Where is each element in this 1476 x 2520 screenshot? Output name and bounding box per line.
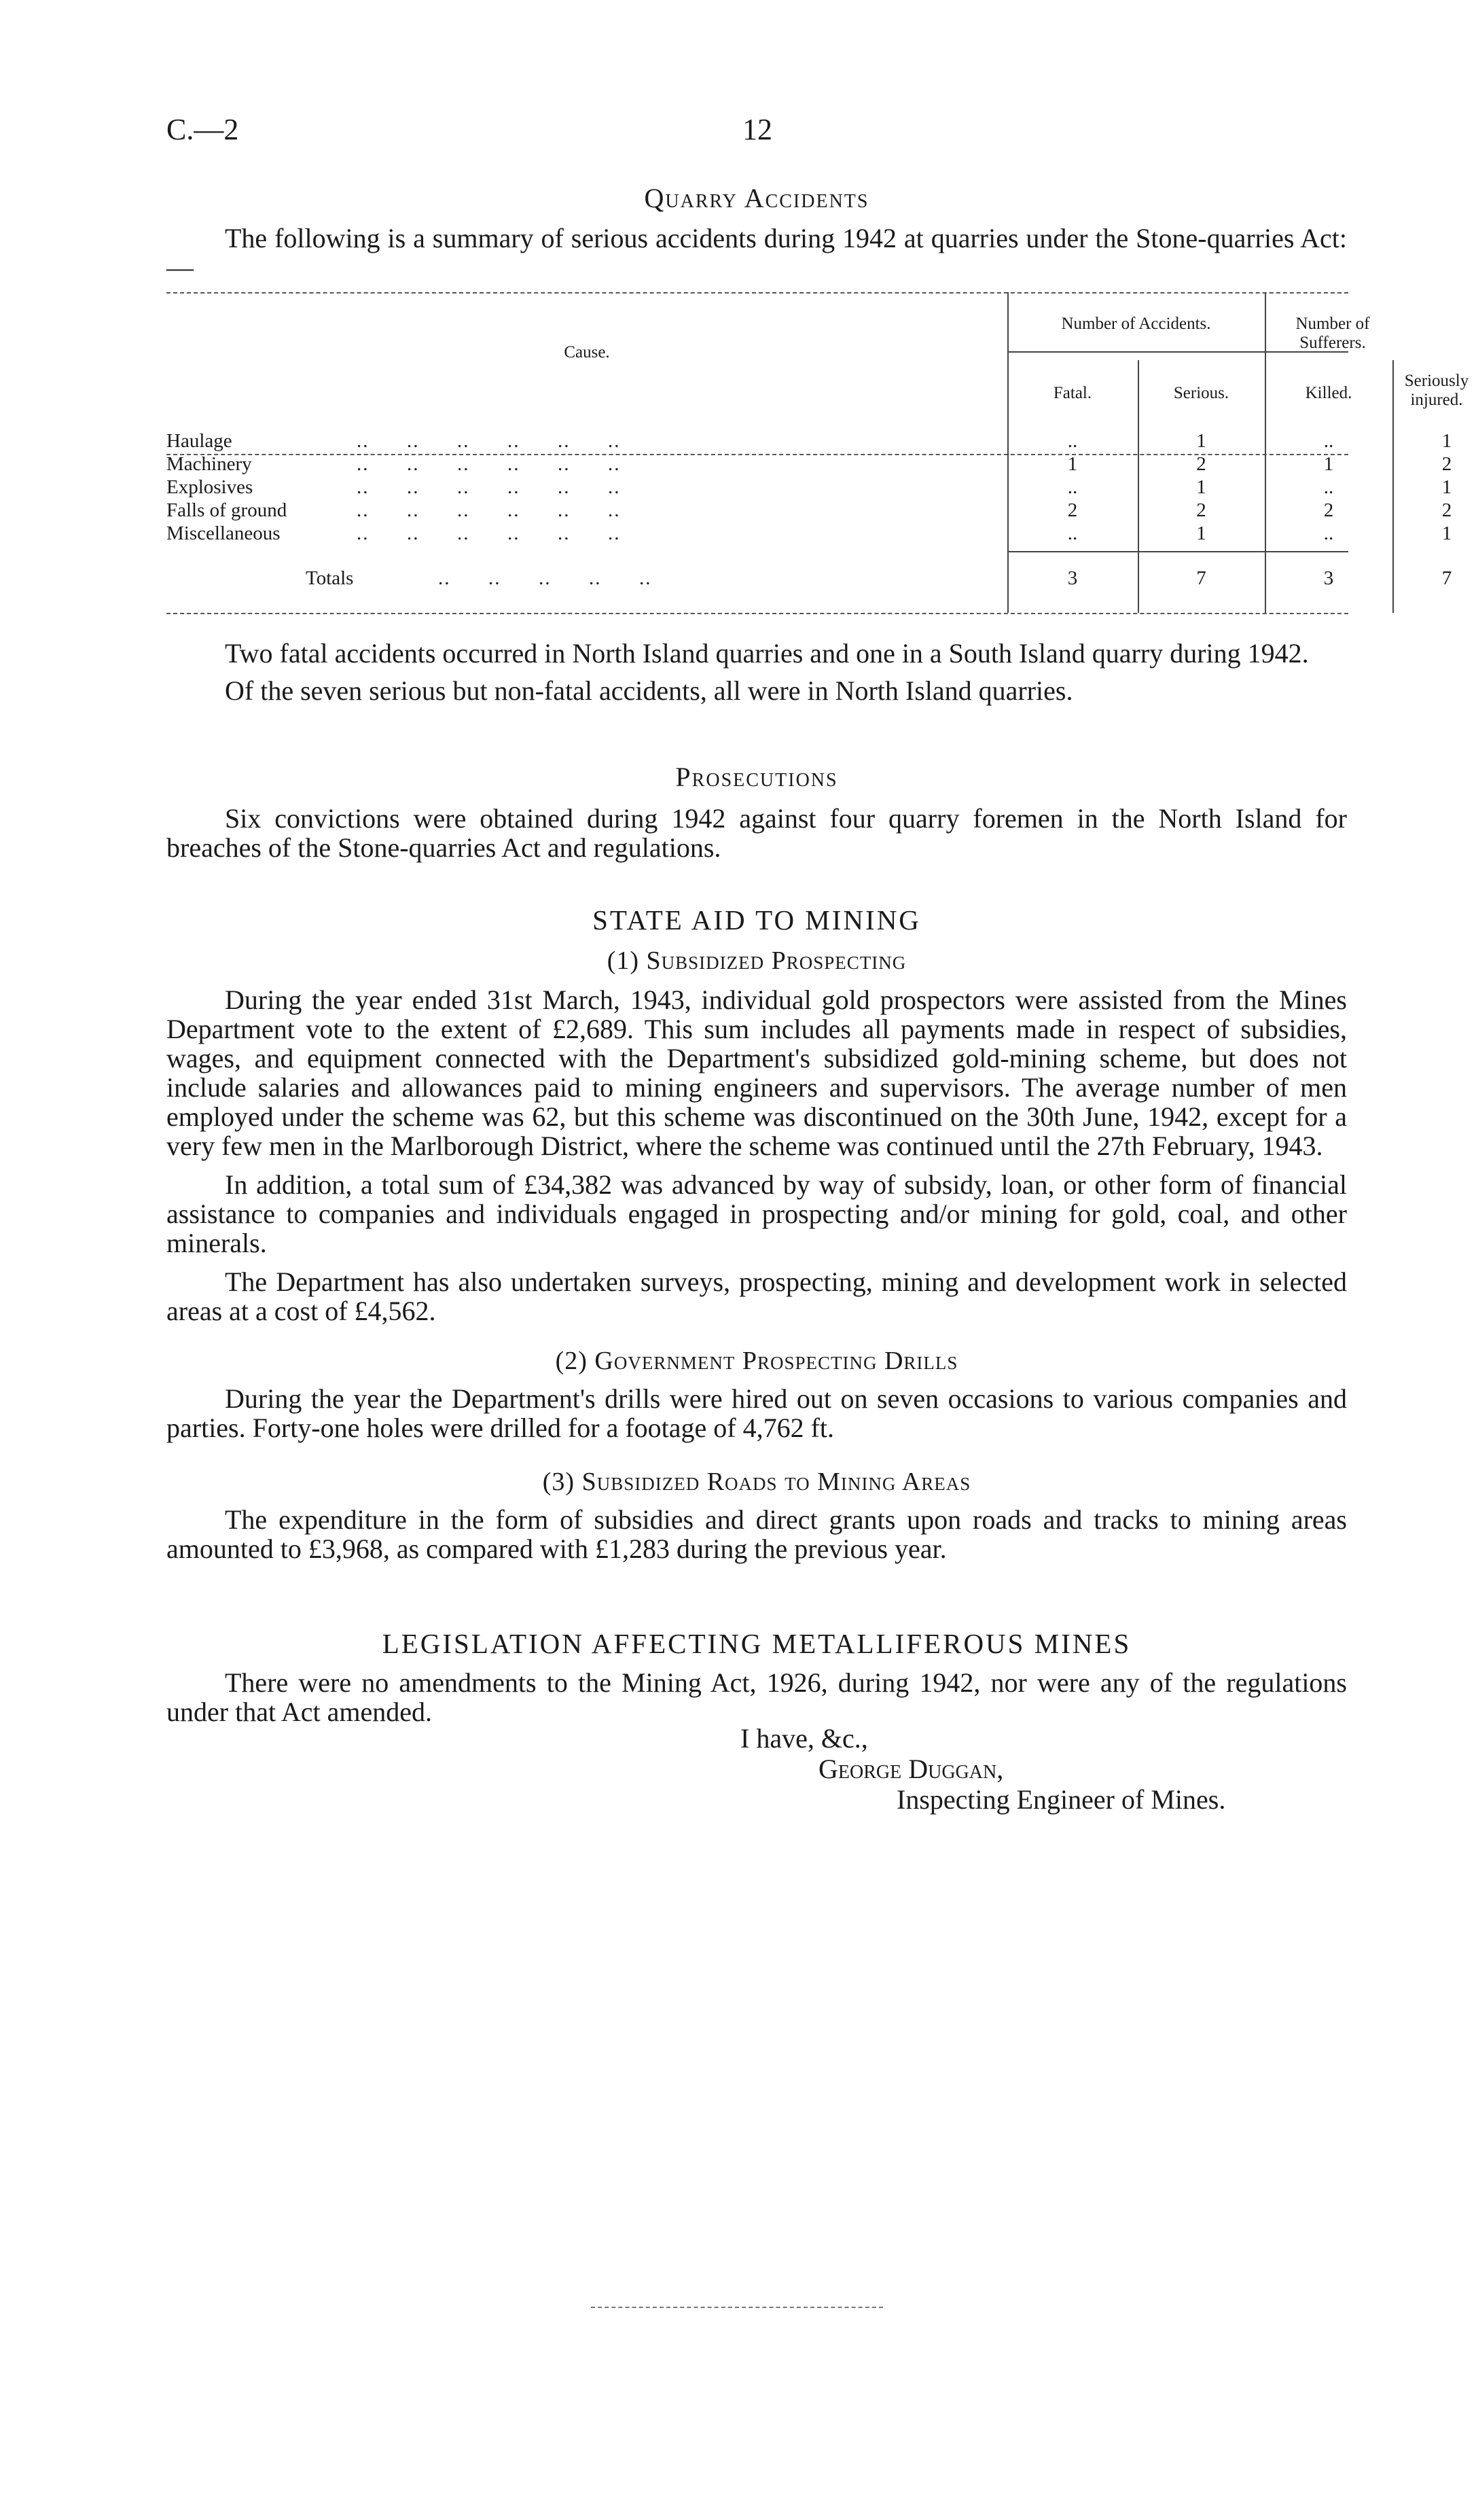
col-divider — [1007, 292, 1009, 613]
doc-ref: C.—2 — [166, 113, 239, 146]
prosecutions-heading: Prosecutions — [675, 762, 838, 792]
roads-para: The expenditure in the form of subsidies and direct grants upon roads and tracks to mining areas amounted to £3,968, as compared with £1,283 during the previous year. — [166, 1504, 1347, 1564]
subsection-2-heading — [166, 1346, 1347, 1376]
subsection-number: (1) — [607, 946, 640, 975]
subsection-title: Subsidized Roads to Mining Areas — [581, 1468, 971, 1496]
totals-label: Totals — [306, 567, 354, 589]
cause-header: Cause. — [564, 343, 610, 361]
legislation-section — [166, 1627, 1347, 1726]
drills-para: During the year the Department's drills were hired out on seven occasions to various companies and parties. Forty-one holes were drilled for a footage of 4,762 ft. — [166, 1383, 1347, 1443]
leader-dots: .. .. .. .. .. .. — [357, 499, 621, 521]
table-bottom-rule — [166, 613, 1348, 614]
table-cell: 1 — [1323, 453, 1334, 475]
table-top-rule — [166, 292, 1348, 294]
table-row-cause: Miscellaneous — [166, 522, 281, 544]
subsection-title: Government Prospecting Drills — [594, 1347, 958, 1375]
legislation-para: There were no amendments to the Mining Act, 1926, during 1942, nor were any of the regulations under that Act amended. — [166, 1667, 1347, 1727]
table-cell: 1 — [1067, 453, 1078, 475]
quarry-section — [166, 182, 1347, 282]
fatal-header: Fatal. — [1053, 384, 1092, 402]
quarry-para-1: Two fatal accidents occurred in North Island quarries and one in a South Island quarry during 1942. — [225, 638, 1309, 669]
signature-title: Inspecting Engineer of Mines. — [897, 1784, 1226, 1815]
subsection-number: (2) — [555, 1347, 588, 1375]
subsidized-prospecting-para-1: During the year ended 31st March, 1943, individual gold prospectors were assisted from the Mines Department vote to the extent of £2,689. This sum includes all payments made in respect of subsidies, wages, and equipment connected with the Department's subsidized gold-mining scheme, but does not include salaries and allowances paid to mining engineers and supervisors. The average number of men employed under the scheme was 62, but this scheme was discontinued on the 30th June, 1942, except for a very few men in the Marlborough District, where the scheme was continued until the 27th February, 1943. — [166, 984, 1347, 1161]
table-row-cause: Falls of ground — [166, 499, 287, 521]
subsection-1-heading — [166, 946, 1347, 976]
table-cell: .. — [1067, 476, 1078, 498]
legislation-heading: LEGISLATION AFFECTING METALLIFEROUS MINES — [382, 1628, 1132, 1659]
quarry-notes — [166, 639, 1347, 705]
leader-dots: .. .. .. .. .. .. — [357, 430, 621, 452]
table-cell: 1 — [1441, 476, 1452, 498]
table-row-cause: Explosives — [166, 476, 253, 498]
subsection-number: (3) — [542, 1468, 575, 1496]
table-cell: .. — [1067, 522, 1078, 544]
table-cell: .. — [1323, 476, 1334, 498]
table-cell: 2 — [1323, 499, 1334, 521]
table-cell: 3 — [1067, 567, 1078, 589]
footer-rule — [591, 2307, 883, 2308]
subsidized-prospecting-para-3: The Department has also undertaken surveys, prospecting, mining and development work in selected areas at a cost of £4,562. — [166, 1266, 1347, 1326]
killed-header: Killed. — [1305, 384, 1352, 402]
subsection-3-heading — [166, 1467, 1347, 1497]
table-cell: .. — [1323, 430, 1334, 452]
table-cell: 2 — [1441, 499, 1452, 521]
table-cell: 3 — [1323, 567, 1334, 589]
table-cell: 2 — [1441, 453, 1452, 475]
quarry-intro: The following is a summary of serious accidents during 1942 at quarries under the Stone-quarries Act:— — [166, 223, 1347, 283]
injured-header: Seriously injured. — [1404, 372, 1469, 409]
table-cell: 7 — [1441, 567, 1452, 589]
table-row-cause: Machinery — [166, 453, 252, 475]
table-cell: 1 — [1196, 430, 1206, 452]
accidents-table — [166, 289, 1469, 615]
quarry-para-2: Of the seven serious but non-fatal accidents, all were in North Island quarries. — [225, 675, 1073, 706]
table-cell: 2 — [1067, 499, 1078, 521]
serious-header: Serious. — [1173, 384, 1229, 402]
table-cell: 7 — [1196, 567, 1206, 589]
prosecutions-para: Six convictions were obtained during 1942 against four quarry foremen in the North Island for breaches of the Stone-quarries Act and regulations. — [166, 803, 1347, 863]
sufferers-header: Number of Sufferers. — [1295, 315, 1370, 352]
leader-dots: .. .. .. .. .. .. — [357, 522, 621, 544]
quarry-heading: Quarry Accidents — [644, 183, 869, 213]
table-cell: 1 — [1196, 522, 1206, 544]
table-cell: .. — [1323, 522, 1334, 544]
subsection-title: Subsidized Prospecting — [646, 946, 907, 975]
prosecutions-section — [166, 761, 1347, 862]
table-cell: 1 — [1196, 476, 1206, 498]
signature-closing: I have, &c., — [740, 1723, 868, 1754]
state-aid-section — [166, 904, 1347, 1563]
leader-dots: .. .. .. .. .. .. — [357, 476, 621, 498]
table-cell: .. — [1067, 430, 1078, 452]
table-cell: 1 — [1441, 430, 1452, 452]
state-aid-heading: STATE AID TO MINING — [592, 904, 921, 936]
table-cell: 1 — [1441, 522, 1452, 544]
subsidized-prospecting-para-2: In addition, a total sum of £34,382 was advanced by way of subsidy, loan, or other form of financial assistance to companies and individuals engaged in prospecting and/or mining for gold, coal, and other minerals. — [166, 1169, 1347, 1258]
page-number: 12 — [742, 113, 772, 146]
accidents-header: Number of Accidents. — [1061, 315, 1211, 333]
leader-dots: .. .. .. .. .. .. — [357, 453, 621, 475]
page-header — [166, 112, 1348, 160]
totals-rule — [1007, 551, 1348, 552]
table-row-cause: Haulage — [166, 430, 232, 452]
table-cell: 2 — [1196, 453, 1206, 475]
signature-name: George Duggan, — [818, 1754, 1004, 1784]
leader-dots: .. .. .. .. .. — [438, 567, 652, 589]
table-cell: 2 — [1196, 499, 1206, 521]
